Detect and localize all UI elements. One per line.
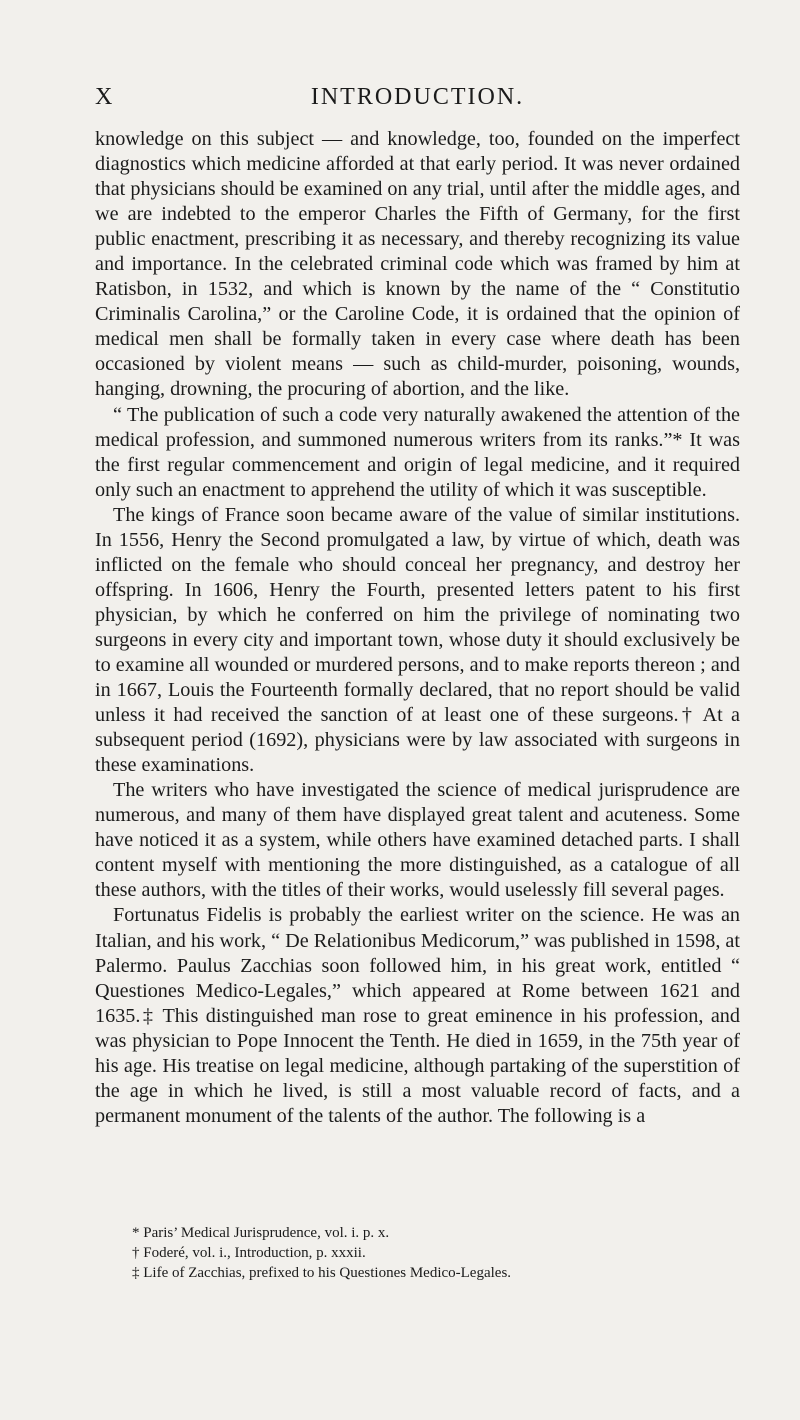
paragraph-3: The kings of France soon became aware of the value of similar institutions. In 1556, Henry the Second promulgated a law, by virtue of which, death was inflicted on the female who should conceal her pregnancy, and destroy her offspring. In 1606, Henry the Fourth, presented letters patent to his first physician, by which he conferred on him the privilege of nominating two surgeons in every city and important town, whose duty it should exclusively be to examine all wounded or murdered persons, and to make reports thereon ; and in 1667, Louis the Fourteenth formally declared, that no report should be valid unless it had received the sanction of at least one of these surgeons.† At a subsequent period (1692), physicians were by law associated with surgeons in these examinations.: [95, 503, 740, 777]
body-text: [95, 127, 740, 1129]
footnote-3: ‡ Life of Zacchias, prefixed to his Questiones Medico-Legales.: [132, 1265, 512, 1281]
paragraph-2: “ The publication of such a code very naturally awakened the attention of the medical profession, and summoned numerous writers from its ranks.”* It was the first regular commencement and origin of legal medicine, and it required only such an enactment to apprehend the utility of which it was susceptible.: [95, 403, 740, 501]
footnote-2: † Foderé, vol. i., Introduction, p. xxxii.: [132, 1245, 366, 1261]
paragraph-5: Fortunatus Fidelis is probably the earliest writer on the science. He was an Italian, and his work, “ De Relationibus Medicorum,” was published in 1598, at Palermo. Paulus Zacchias soon followed him, in his great work, entitled “ Questiones Medico-Legales,” which appeared at Rome between 1621 and 1635.‡ This distinguished man rose to great eminence in his profession, and was physician to Pope Innocent the Tenth. He died in 1659, in the 75th year of his age. His treatise on legal medicine, although partaking of the superstition of the age in which he lived, is still a most valuable record of facts, and a permanent monument of the talents of the author. The following is a: [95, 904, 740, 1127]
footnote-1: * Paris’ Medical Jurisprudence, vol. i. p. x.: [132, 1225, 390, 1241]
page-number: X: [95, 84, 114, 110]
page-header: [95, 84, 740, 118]
paragraph-1: knowledge on this subject — and knowledge, too, founded on the imperfect diagnostics which medicine afforded at that early period. It was never ordained that physicians should be examined on any trial, until after the middle ages, and we are indebted to the emperor Charles the Fifth of Germany, for the first public enactment, prescribing it as necessary, and thereby recognizing its value and importance. In the celebrated criminal code which was framed by him at Ratisbon, in 1532, and which is known by the name of the “ Constitutio Criminalis Carolina,” or the Caroline Code, it is ordained that the opinion of medical men shall be formally taken in every case where death has been occasioned by violent means — such as child-murder, poisoning, wounds, hanging, drowning, the procuring of abortion, and the like.: [95, 128, 740, 401]
running-title: INTRODUCTION.: [310, 84, 525, 110]
paragraph-4: The writers who have investigated the science of medical jurisprudence are numerous, and many of them have displayed great talent and acuteness. Some have noticed it as a system, while others have examined detached parts. I shall content myself with mentioning the more distinguished, as a catalogue of all these authors, with the titles of their works, would uselessly fill several pages.: [95, 779, 740, 902]
footnotes: [132, 1223, 742, 1283]
